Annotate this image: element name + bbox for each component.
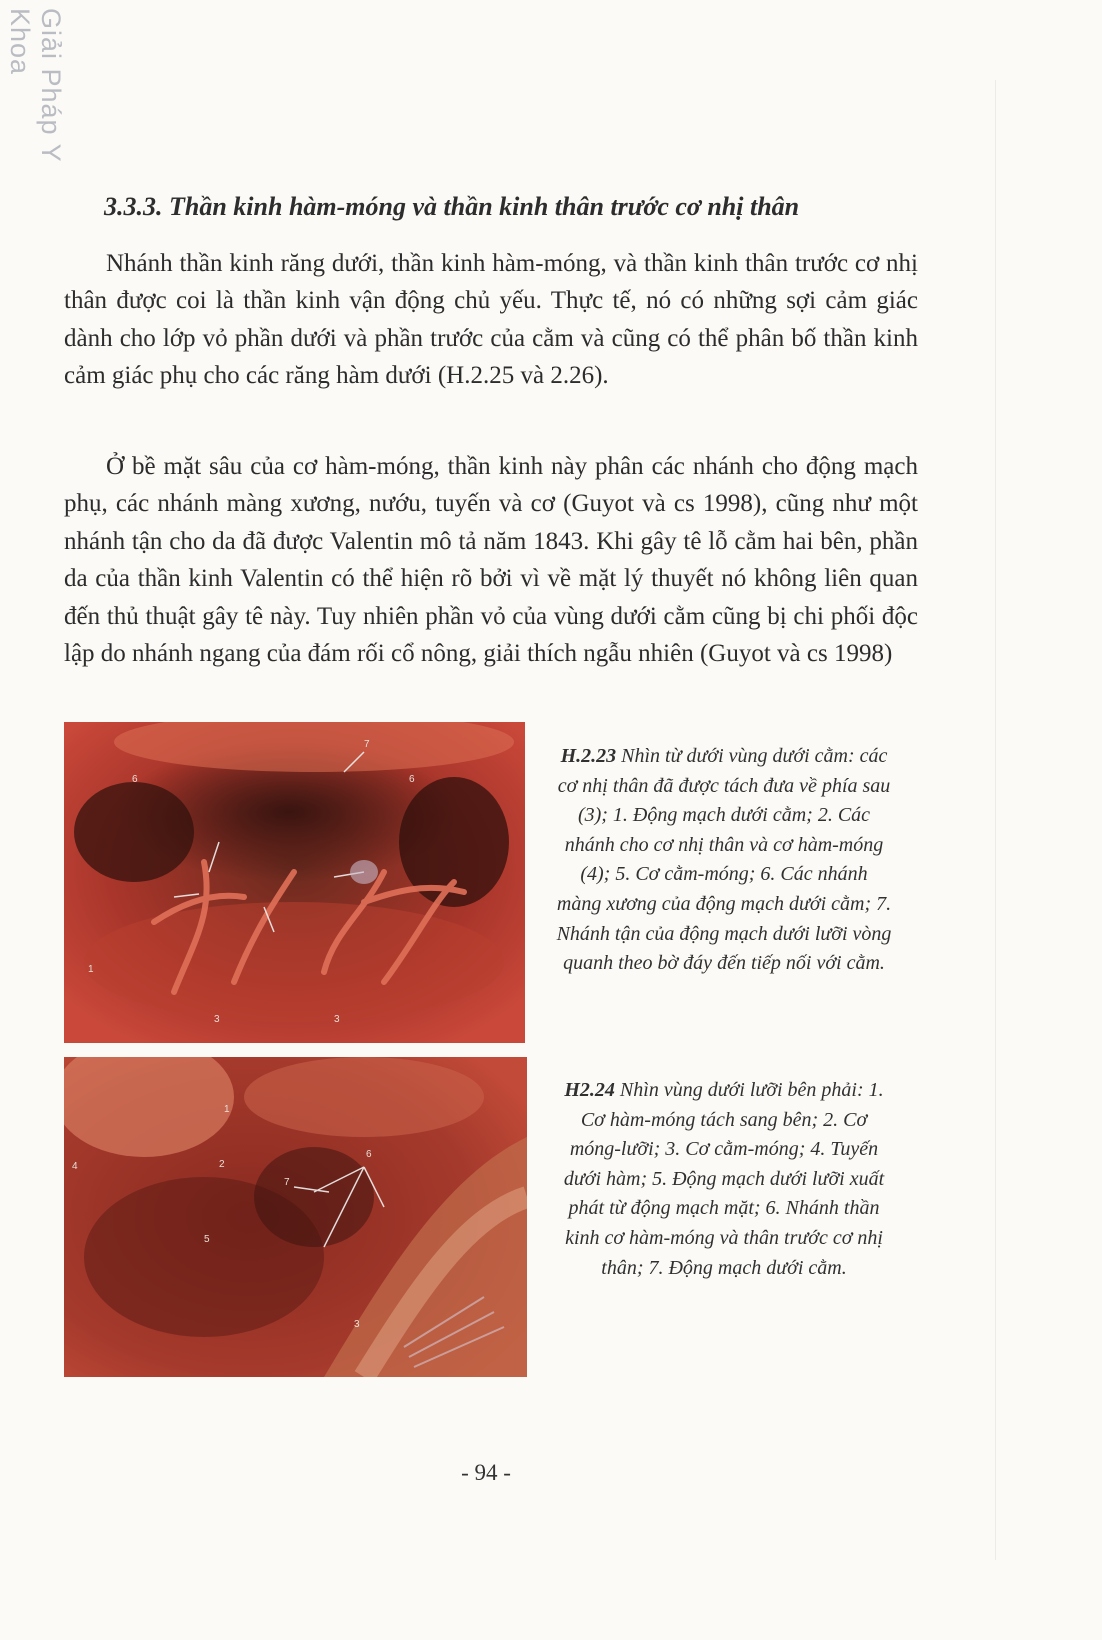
paragraph-1: Nhánh thần kinh răng dưới, thần kinh hàm-móng, và thần kinh thân trước cơ nhị thân được coi là thần kinh vận động chủ yếu. Thực tế, nó có những sợi cảm giác dành cho lớp vỏ phần dưới và phần trước của cằm và cũng có thể phân bố thần kinh cảm giác phụ cho các răng hàm dưới (H.2.25 và 2.26). bbox=[64, 250, 918, 390]
photo1-label-7: 7 bbox=[364, 739, 370, 750]
paragraph-2: Ở bề mặt sâu của cơ hàm-móng, thần kinh này phân các nhánh cho động mạch phụ, các nhánh màng xương, nướu, tuyến và cơ (Guyot và cs 1998), cũng như một nhánh tận cho da đã được Valentin mô tả năm 1843. Khi gây tê lỗ cằm hai bên, phần da của thần kinh Valentin có thể hiện rõ bởi vì về mặt lý thuyết nó không liên quan đến thủ thuật gây tê này. Tuy nhiên phần vỏ của vùng dưới cằm cũng bị chi phối độc lập do nhánh ngang của đám rối cổ nông, giải thích ngẫu nhiên (Guyot và cs 1998) bbox=[64, 453, 918, 668]
figure-h2-23-caption-text: Nhìn từ dưới vùng dưới cằm: các cơ nhị thân đã được tách đưa về phía sau (3); 1. Động mạch dưới cằm; 2. Các nhánh cho cơ nhị thân và cơ hàm-móng (4); 5. Cơ cằm-móng; 6. Các nhánh màng xương của động mạch dưới cằm; 7. Nhánh tận của động mạch dưới lưỡi vòng quanh theo bờ đáy đến tiếp nối với cằm. bbox=[556, 745, 892, 975]
photo2-label-6: 6 bbox=[366, 1149, 372, 1160]
section-title: 3.3.3. Thần kinh hàm-móng và thần kinh thân trước cơ nhị thân bbox=[104, 192, 800, 221]
dissection-photo-1 bbox=[64, 722, 525, 1043]
photo1-label-3a: 3 bbox=[214, 1014, 220, 1025]
figure-h2-23-id: H.2.23 bbox=[560, 745, 617, 767]
page-number: - 94 - bbox=[461, 1460, 511, 1485]
photo2-label-1: 1 bbox=[224, 1104, 230, 1115]
dissection-photo-2 bbox=[64, 1057, 527, 1377]
photo2-label-2: 2 bbox=[219, 1159, 225, 1170]
figure-h2-24-caption bbox=[556, 1076, 892, 1283]
figure-h2-24-caption-text: Nhìn vùng dưới lưỡi bên phải: 1. Cơ hàm-móng tách sang bên; 2. Cơ móng-lưỡi; 3. Cơ cằm-móng; 4. Tuyến dưới hàm; 5. Động mạch dưới lưỡi xuất phát từ động mạch mặt; 6. Nhánh thần kinh cơ hàm-móng và thân trước cơ nhị thân; 7. Động mạch dưới cằm. bbox=[563, 1079, 885, 1279]
photo1-label-1: 1 bbox=[88, 964, 94, 975]
photo1-label-3b: 3 bbox=[334, 1014, 340, 1025]
figure-h2-23-caption bbox=[556, 742, 892, 979]
figure-h2-24-id: H2.24 bbox=[564, 1079, 615, 1101]
photo1-label-6a: 6 bbox=[132, 774, 138, 785]
figure-h2-23-photo bbox=[64, 722, 525, 1043]
watermark-text: Giải Pháp Y Khoa bbox=[5, 8, 66, 163]
photo2-label-7: 7 bbox=[284, 1177, 290, 1188]
photo2-label-5: 5 bbox=[204, 1234, 210, 1245]
photo1-label-6b: 6 bbox=[409, 774, 415, 785]
figure-h2-24-photo bbox=[64, 1057, 527, 1377]
photo2-label-4: 4 bbox=[72, 1161, 78, 1172]
page-edge bbox=[995, 80, 996, 1560]
photo2-label-3: 3 bbox=[354, 1319, 360, 1330]
watermark bbox=[4, 8, 66, 218]
